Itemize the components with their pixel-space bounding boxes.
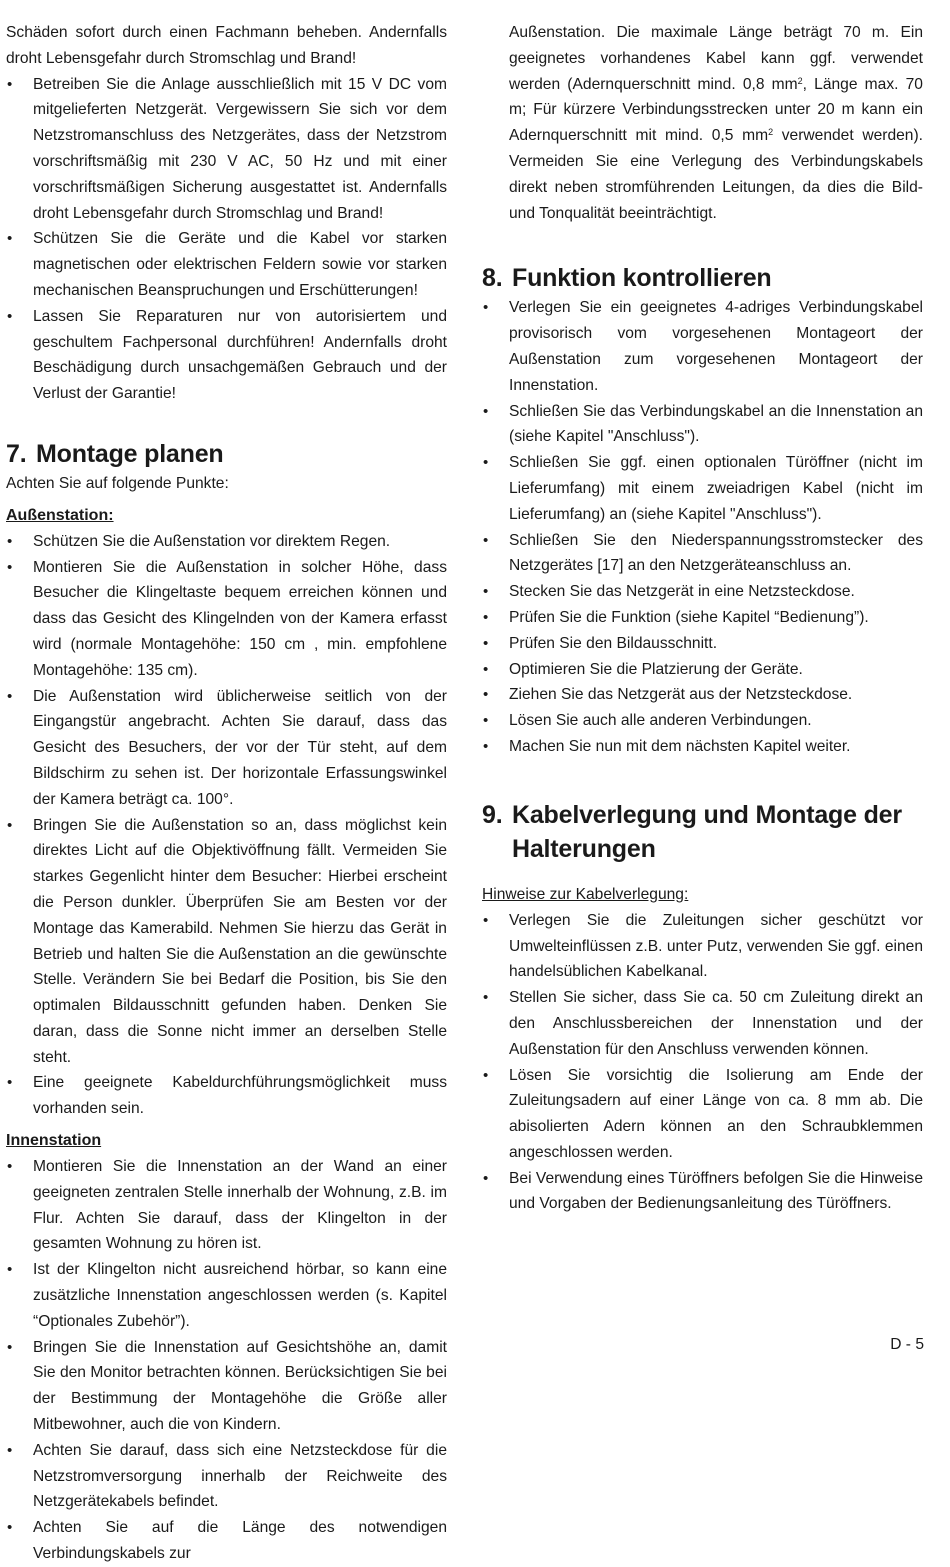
cable-text-part: verwendet werden). Vermeiden Sie eine Verlegung des Verbindungskabels direkt neben stromführenden Leitungen, da dies die Bild- und Tonqualität beeinträchtigt. <box>509 127 924 222</box>
cable-length-continuation <box>482 20 923 226</box>
indoor-list <box>6 1154 447 1567</box>
section-number: 9. <box>482 800 503 829</box>
list-item: • Achten Sie darauf, dass sich eine Netzsteckdose für die Netzstromversorgung innerhalb der Reichweite des Netzgerätekabels befindet. <box>6 1438 447 1515</box>
list-item: • Prüfen Sie den Bildausschnitt. <box>482 631 923 657</box>
list-item: • Bringen Sie die Innenstation auf Gesichtshöhe an, damit Sie den Monitor betrachten können. Berücksichtigen Sie bei der Bestimmung der Montagehöhe die Größe aller Mitbewohner, auch die von Kindern. <box>6 1335 447 1438</box>
section-title: Montage planen <box>36 439 224 468</box>
list-item: • Ist der Klingelton nicht ausreichend hörbar, so kann eine zusätzliche Innenstation angeschlossen werden (s. Kapitel “Optionales Zubehör”). <box>6 1257 447 1334</box>
section-title-line: Halterungen <box>512 834 656 863</box>
section-8-heading <box>482 261 923 295</box>
superscript: 2 <box>768 127 774 138</box>
list-item: • Schließen Sie den Niederspannungsstromstecker des Netzgerätes [17] an den Netzgeräteanschluss an. <box>482 528 923 580</box>
section-title <box>512 798 923 866</box>
page-number: D - 5 <box>890 1336 924 1353</box>
safety-list <box>6 72 447 407</box>
cable-routing-list <box>482 908 923 1218</box>
section-9-heading <box>482 798 923 866</box>
outdoor-list <box>6 529 447 1122</box>
list-item: • Schließen Sie ggf. einen optionalen Türöffner (nicht im Lieferumfang) mit einem zweiadrigen Kabel (nicht im Lieferumfang) an (siehe Kapitel "Anschluss"). <box>482 450 923 527</box>
list-item: • Eine geeignete Kabeldurchführungsmöglichkeit muss vorhanden sein. <box>6 1070 447 1122</box>
list-item: • Betreiben Sie die Anlage ausschließlich mit 15 V DC vom mitgelieferten Netzgerät. Vergewissern Sie sich vor dem Netzstromanschluss des Netzgerätes, dass der Netzstrom vorschriftsmäßig mit 230 V AC, 50 Hz und mit einer vorschriftsmäßigen Sicherung ausgestattet ist. Andernfalls droht Lebensgefahr durch Stromschlag und Brand! <box>6 72 447 227</box>
list-item: • Stellen Sie sicher, dass Sie ca. 50 cm Zuleitung direkt an den Anschlussbereichen der Innenstation und der Außenstation für den Anschluss verwenden können. <box>482 985 923 1062</box>
list-item: • Schließen Sie das Verbindungskabel an die Innenstation an (siehe Kapitel "Anschluss"). <box>482 399 923 451</box>
list-item: • Schützen Sie die Außenstation vor direktem Regen. <box>6 529 447 555</box>
section-number: 8. <box>482 264 503 293</box>
list-item: • Verlegen Sie die Zuleitungen sicher geschützt vor Umwelteinflüssen z.B. unter Putz, verwenden Sie ggf. einen handelsüblichen Kabelkanal. <box>482 908 923 985</box>
right-column <box>482 20 923 1217</box>
superscript: 2 <box>797 75 803 86</box>
list-item: • Schützen Sie die Geräte und die Kabel vor starken magnetischen oder elektrischen Feldern sowie vor starken mechanischen Beanspruchungen und Erschütterungen! <box>6 226 447 303</box>
section-7-intro: Achten Sie auf folgende Punkte: <box>6 474 229 492</box>
list-item: • Prüfen Sie die Funktion (siehe Kapitel “Bedienung”). <box>482 605 923 631</box>
cable-text-part: , Länge max. 70 m; Für kürzere Verbindungsstrecken unter 20 m kann ein Adernquerschnitt mit mind. 0,5 mm <box>509 75 923 145</box>
cable-routing-subheading: Hinweise zur Kabelverlegung: <box>482 885 689 903</box>
section-7-heading <box>6 437 447 471</box>
list-item: • Die Außenstation wird üblicherweise seitlich von der Eingangstür angebracht. Achten Sie darauf, dass das Gesicht des Besuchers, der vor der Tür steht, auf dem Bildschirm zu sehen ist. Der horizontale Erfassungswinkel der Kamera beträgt ca. 100°. <box>6 684 447 813</box>
list-item: • Verlegen Sie ein geeignetes 4-adriges Verbindungskabel provisorisch vom vorgesehenen Montageort der Außenstation zum vorgesehenen Montageort der Innenstation. <box>482 295 923 398</box>
cable-text-part: Außenstation. Die maximale Länge beträgt 70 m. Ein geeignetes vorhandenes Kabel kann ggf. verwendet werden (Adernquerschnitt mind. 0,8 mm <box>509 24 923 93</box>
section-title: Funktion kontrollieren <box>512 264 772 293</box>
section-number: 7. <box>6 439 27 468</box>
list-item: • Stecken Sie das Netzgerät in eine Netzsteckdose. <box>482 579 923 605</box>
list-item: • Lassen Sie Reparaturen nur von autorisiertem und geschultem Fachpersonal durchführen! Andernfalls droht Beschädigung durch unsachgemäßen Gebrauch und der Verlust der Garantie! <box>6 304 447 407</box>
list-item: • Achten Sie auf die Länge des notwendigen Verbindungskabels zur <box>6 1515 447 1567</box>
list-item: • Montieren Sie die Innenstation an der Wand an einer geeigneten zentralen Stelle innerhalb der Wohnung, z.B. im Flur. Achten Sie darauf, dass der Klingelton in der gesamten Wohnung zu hören ist. <box>6 1154 447 1257</box>
list-item: • Montieren Sie die Außenstation in solcher Höhe, dass Besucher die Klingeltaste bequem erreichen können und dass das Gesicht des Klingelnden von der Kamera erfasst wird (normale Montagehöhe: 150 cm , min. empfohlene Montagehöhe: 135 cm). <box>6 555 447 684</box>
list-item: • Lösen Sie vorsichtig die Isolierung am Ende der Zuleitungsadern auf einer Länge von ca. 8 mm ab. Die abisolierten Adern können an den Schraubklemmen angeschlossen werden. <box>482 1063 923 1166</box>
function-check-list <box>482 295 923 759</box>
list-item: • Bringen Sie die Außenstation so an, dass möglichst kein direktes Licht auf die Objektivöffnung fällt. Vermeiden Sie starkes Gegenlicht hinter dem Besucher: Hierbei erscheint die Person dunkler. Überprüfen Sie am Besten vor der Montage das Kamerabild. Nehmen Sie hierzu das Gerät in Betrieb und halten Sie die Außenstation an die gewünschte Stelle. Verändern Sie bei Bedarf die Position, bis Sie den optimalen Bildausschnitt gefunden haben. Denken Sie daran, dass die Sonne nicht immer an derselben Stelle steht. <box>6 813 447 1071</box>
section-title-line: Kabelverlegung und Montage der <box>512 800 902 829</box>
indoor-subheading: Innenstation <box>6 1132 102 1150</box>
list-item: • Optimieren Sie die Platzierung der Geräte. <box>482 657 923 683</box>
list-item: • Ziehen Sie das Netzgerät aus der Netzsteckdose. <box>482 682 923 708</box>
outdoor-subheading: Außenstation: <box>6 506 114 524</box>
list-item: • Lösen Sie auch alle anderen Verbindungen. <box>482 708 923 734</box>
intro-continuation: Schäden sofort durch einen Fachmann beheben. Andernfalls droht Lebensgefahr durch Stromschlag und Brand! <box>6 24 447 67</box>
list-item: • Machen Sie nun mit dem nächsten Kapitel weiter. <box>482 734 923 760</box>
left-column <box>6 20 447 1567</box>
list-item: • Bei Verwendung eines Türöffners befolgen Sie die Hinweise und Vorgaben der Bedienungsanleitung des Türöffners. <box>482 1166 923 1218</box>
